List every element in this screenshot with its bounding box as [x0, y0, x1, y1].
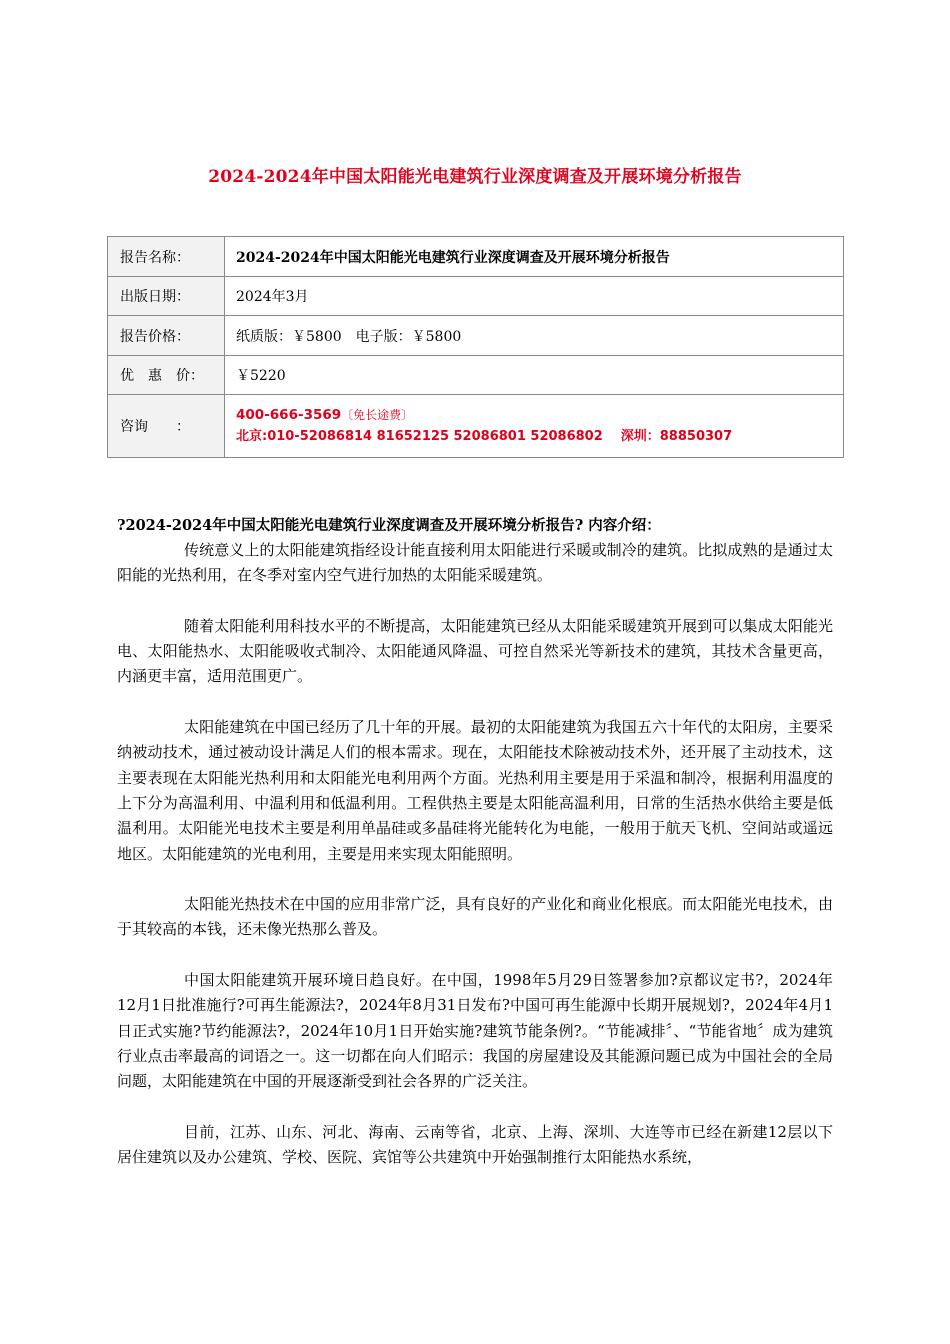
document-title: 2024-2024年中国太阳能光电建筑行业深度调查及开展环境分析报告 — [208, 167, 742, 187]
price-label: 报告价格： — [108, 316, 225, 356]
hotline — [236, 404, 843, 426]
contact-value — [225, 395, 844, 458]
price-value: 纸质版：￥5800 电子版：￥5800 — [225, 316, 844, 356]
hotline-note: 〔免长途费〕 — [341, 408, 414, 422]
table-row — [108, 277, 844, 316]
paragraph: 太阳能光热技术在中国的应用非常广泛，具有良好的产业化和商业化根底。而太阳能光电技术，由于其较高的本钱，还未像光热那么普及。 — [117, 895, 833, 939]
contact-label: 咨询 ： — [108, 395, 225, 458]
publish-date-value: 2024年3月 — [225, 277, 844, 316]
report-name-label: 报告名称： — [108, 237, 225, 277]
table-row — [108, 316, 844, 356]
paragraph: 中国太阳能建筑开展环境日趋良好。在中国，1998年5月29日签署参加?京都议定书?，2024年12月1日批准施行?可再生能源法?，2024年8月31日发布?中国可再生能源中长期开展规划?，2024年4月1日正式实施?节约能源法?，2024年10月1日开始实施?建筑节能条例?。“节能减排〞、“节能省地〞成为建筑行业点击率最高的词语之一。这一切都在向人们昭示：我国的房屋建设及其能源问题已成为中国社会的全局问题，太阳能建筑在中国的开展逐渐受到社会各界的广泛关注。 — [117, 971, 833, 1091]
discount-price-label: 优 惠 价： — [108, 356, 225, 395]
publish-date-label: 出版日期： — [108, 277, 225, 316]
paragraph: 传统意义上的太阳能建筑指经设计能直接利用太阳能进行采暖或制冷的建筑。比拟成熟的是通过太阳能的光热利用，在冬季对室内空气进行加热的太阳能采暖建筑。 — [117, 541, 833, 585]
intro-heading: ?2024-2024年中国太阳能光电建筑行业深度调查及开展环境分析报告? 内容介绍： — [117, 517, 661, 534]
report-info-table — [107, 236, 844, 458]
report-name-value: 2024-2024年中国太阳能光电建筑行业深度调查及开展环境分析报告 — [225, 237, 844, 277]
table-row — [108, 237, 844, 277]
paragraph: 目前，江苏、山东、河北、海南、云南等省，北京、上海、深圳、大连等市已经在新建12层以下居住建筑以及办公建筑、学校、医院、宾馆等公共建筑中开始强制推行太阳能热水系统， — [117, 1122, 833, 1167]
beijing-phones: 北京:010-52086814 81652125 52086801 52086802 — [236, 429, 603, 444]
table-row — [108, 356, 844, 395]
table-row — [108, 395, 844, 458]
paragraph: 太阳能建筑在中国已经历了几十年的开展。最初的太阳能建筑为我国五六十年代的太阳房，主要采纳被动技术，通过被动设计满足人们的根本需求。现在，太阳能技术除被动技术外，还开展了主动技术，这主要表现在太阳能光热利用和太阳能光电利用两个方面。光热利用主要是用于采温和制冷，根据利用温度的上下分为高温利用、中温利用和低温利用。工程供热主要是太阳能高温利用，日常的生活热水供给主要是低温利用。太阳能光电技术主要是利用单晶硅或多晶硅将光能转化为电能，一般用于航天飞机、空间站或遥远地区。太阳能建筑的光电利用，主要是用来实现太阳能照明。 — [117, 718, 833, 863]
shenzhen-phone: 深圳：88850307 — [620, 429, 733, 444]
paragraph: 随着太阳能利用科技水平的不断提高，太阳能建筑已经从太阳能采暖建筑开展到可以集成太阳能光电、太阳能热水、太阳能吸收式制冷、太阳能通风降温、可控自然采光等新技术的建筑，其技术含量更高，内涵更丰富，适用范围更广。 — [117, 616, 833, 686]
intro-body — [117, 538, 833, 1196]
discount-price-value: ￥5220 — [225, 356, 844, 395]
hotline-number[interactable]: 400-666-3569 — [236, 407, 342, 423]
city-phones — [236, 426, 843, 448]
